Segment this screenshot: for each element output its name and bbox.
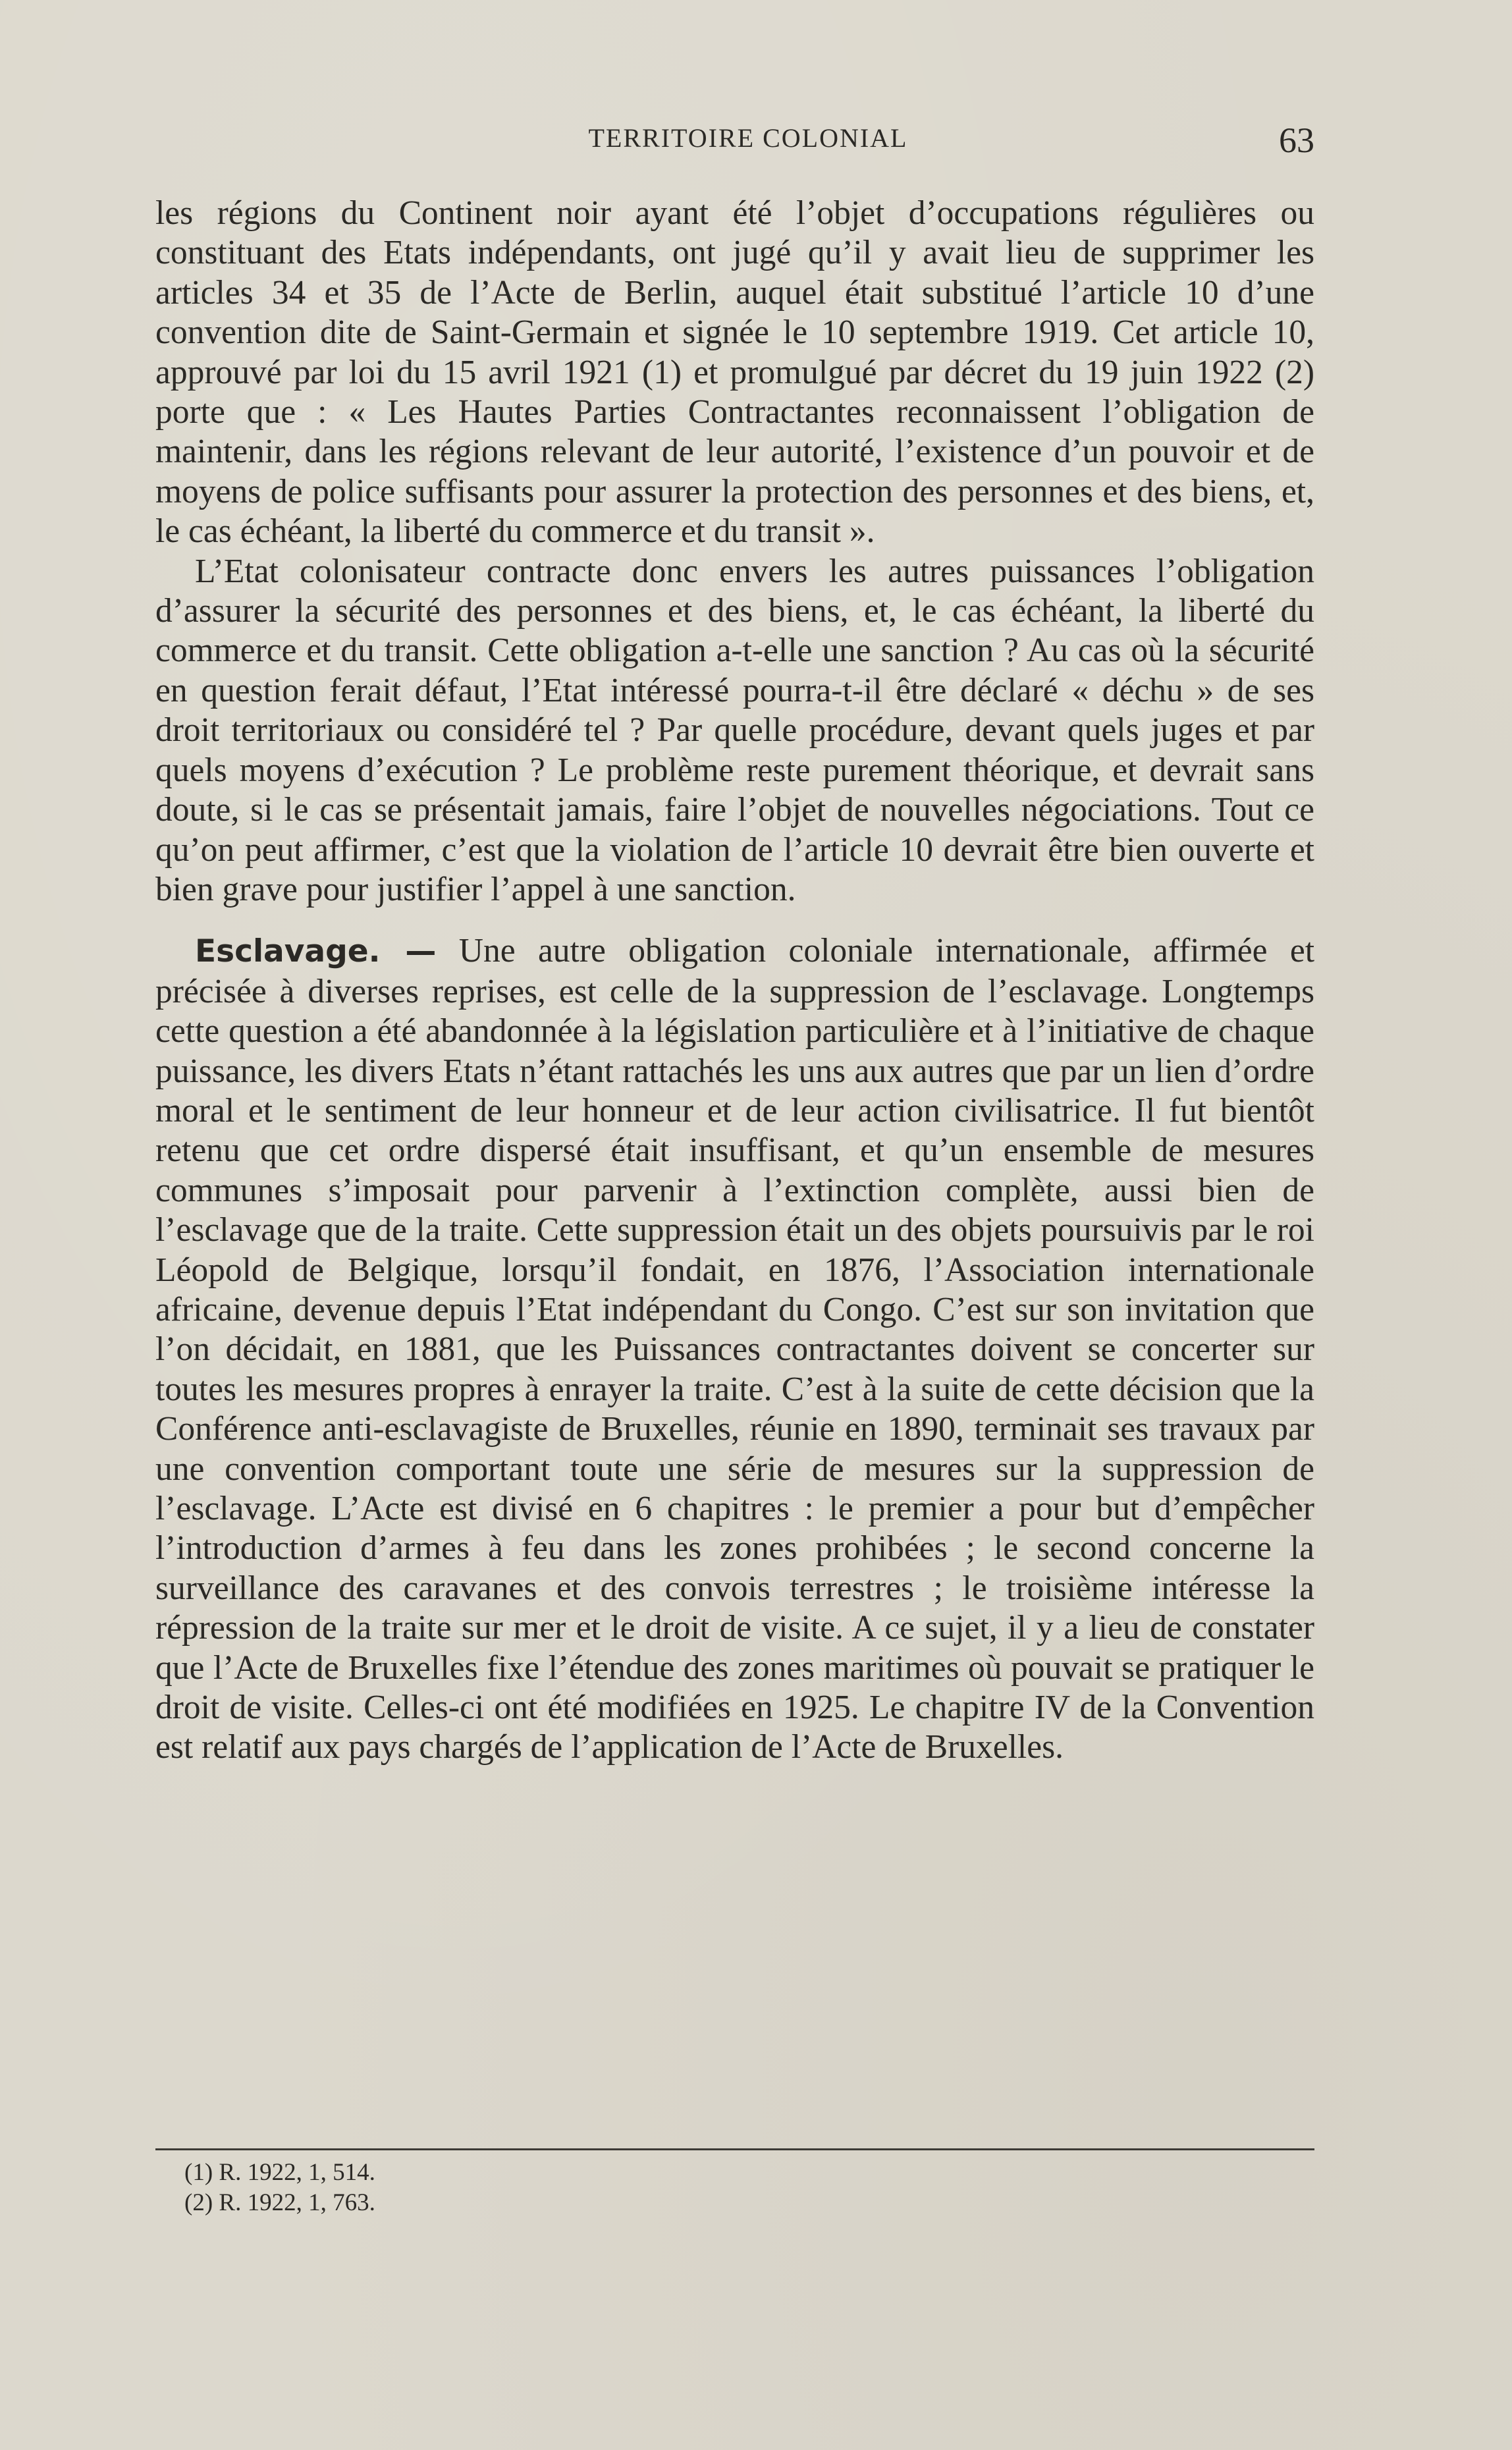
paragraph-3-text: Une autre obligation coloniale internationale, affirmée et précisée à diverses reprises, est celle de la suppression de l’esclavage. Longtemps cette question a été abandonnée à la législation particulière et à l’initiative de chaque puissance, les divers Etats n’étant rattachés les uns aux autres que par un lien d’ordre moral et le sentiment de leur honneur et de leur action civilisatrice. Il fut bientôt retenu que cet ordre dispersé était insuffisant, et qu’un ensemble de mesures communes s’imposait pour parvenir à l’extinction complète, aussi bien de l’esclavage que de la traite. Cette suppression était un des objets poursuivis par le roi Léopold de Belgique, lorsqu’il fondait, en 1876, l’Association internationale africaine, devenue depuis l’Etat indépendant du Congo. C’est sur son invitation que l’on décidait, en 1881, que les Puissances contractantes doivent se concerter sur toutes les mesures propres à enrayer la traite. C’est à la suite de cette décision que la Conférence anti-esclavagiste de Bruxelles, réunie en 1890, terminait ses travaux par une convention comportant toute une série de mesures sur la suppression de l’esclavage. L’Acte est divisé en 6 chapitres : le premier a pour but d’empêcher l’introduction d’armes à feu dans les zones prohibées ; le second concerne la surveillance des caravanes et des convois terrestres ; le troisième intéresse la répression de la traite sur mer et le droit de visite. A ce sujet, il y a lieu de constater que l’Acte de Bruxelles fixe l’étendue des zones maritimes où pouvait se pratiquer le droit de visite. Celles-ci ont été modifiées en 1925. Le chapitre IV de la Convention est relatif aux pays chargés de l’application de l’Acte de Bruxelles.: [155, 932, 1314, 1766]
section-heading: Esclavage. —: [195, 933, 437, 970]
footnotes: [184, 2158, 375, 2218]
running-title: TERRITOIRE COLONIAL: [588, 123, 908, 153]
paragraph-esclavage: [155, 931, 1314, 1768]
paragraph-1: les régions du Continent noir ayant été l’objet d’occupations régulières ou constituant des Etats indépendants, ont jugé qu’il y avait lieu de supprimer les articles 34 et 35 de l’Acte de Berlin, auquel était substitué l’article 10 d’une convention dite de Saint-Germain et signée le 10 septembre 1919. Cet article 10, approuvé par loi du 15 avril 1921 (1) et promulgué par décret du 19 juin 1922 (2) porte que : « Les Hautes Parties Contractantes reconnaissent l’obligation de maintenir, dans les régions relevant de leur autorité, l’existence d’un pouvoir et de moyens de police suffisants pour assurer la protection des personnes et des biens, et, le cas échéant, la liberté du commerce et du transit ».: [155, 194, 1314, 551]
body-text: [155, 194, 1314, 1768]
paragraph-2: L’Etat colonisateur contracte donc envers les autres puissances l’obligation d’assurer la sécurité des personnes et des biens, et, le cas échéant, la liberté du commerce et du transit. Cette obligation a-t-elle une sanction ? Au cas où la sécurité en question ferait défaut, l’Etat intéressé pourra-t-il être déclaré « déchu » de ses droit territoriaux ou considéré tel ? Par quelle procédure, devant quels juges et par quels moyens d’exécution ? Le problème reste purement théorique, et devrait sans doute, si le cas se présentait jamais, faire l’objet de nouvelles négociations. Tout ce qu’on peut affirmer, c’est que la violation de l’article 10 devrait être bien ouverte et bien grave pour justifier l’appel à une sanction.: [155, 552, 1314, 908]
footnote-divider: [155, 2148, 1314, 2150]
footnote-2: (2) R. 1922, 1, 763.: [184, 2189, 375, 2216]
page-number: 63: [1279, 121, 1314, 160]
footnote-1: (1) R. 1922, 1, 514.: [184, 2159, 375, 2186]
running-head: [155, 122, 1314, 162]
